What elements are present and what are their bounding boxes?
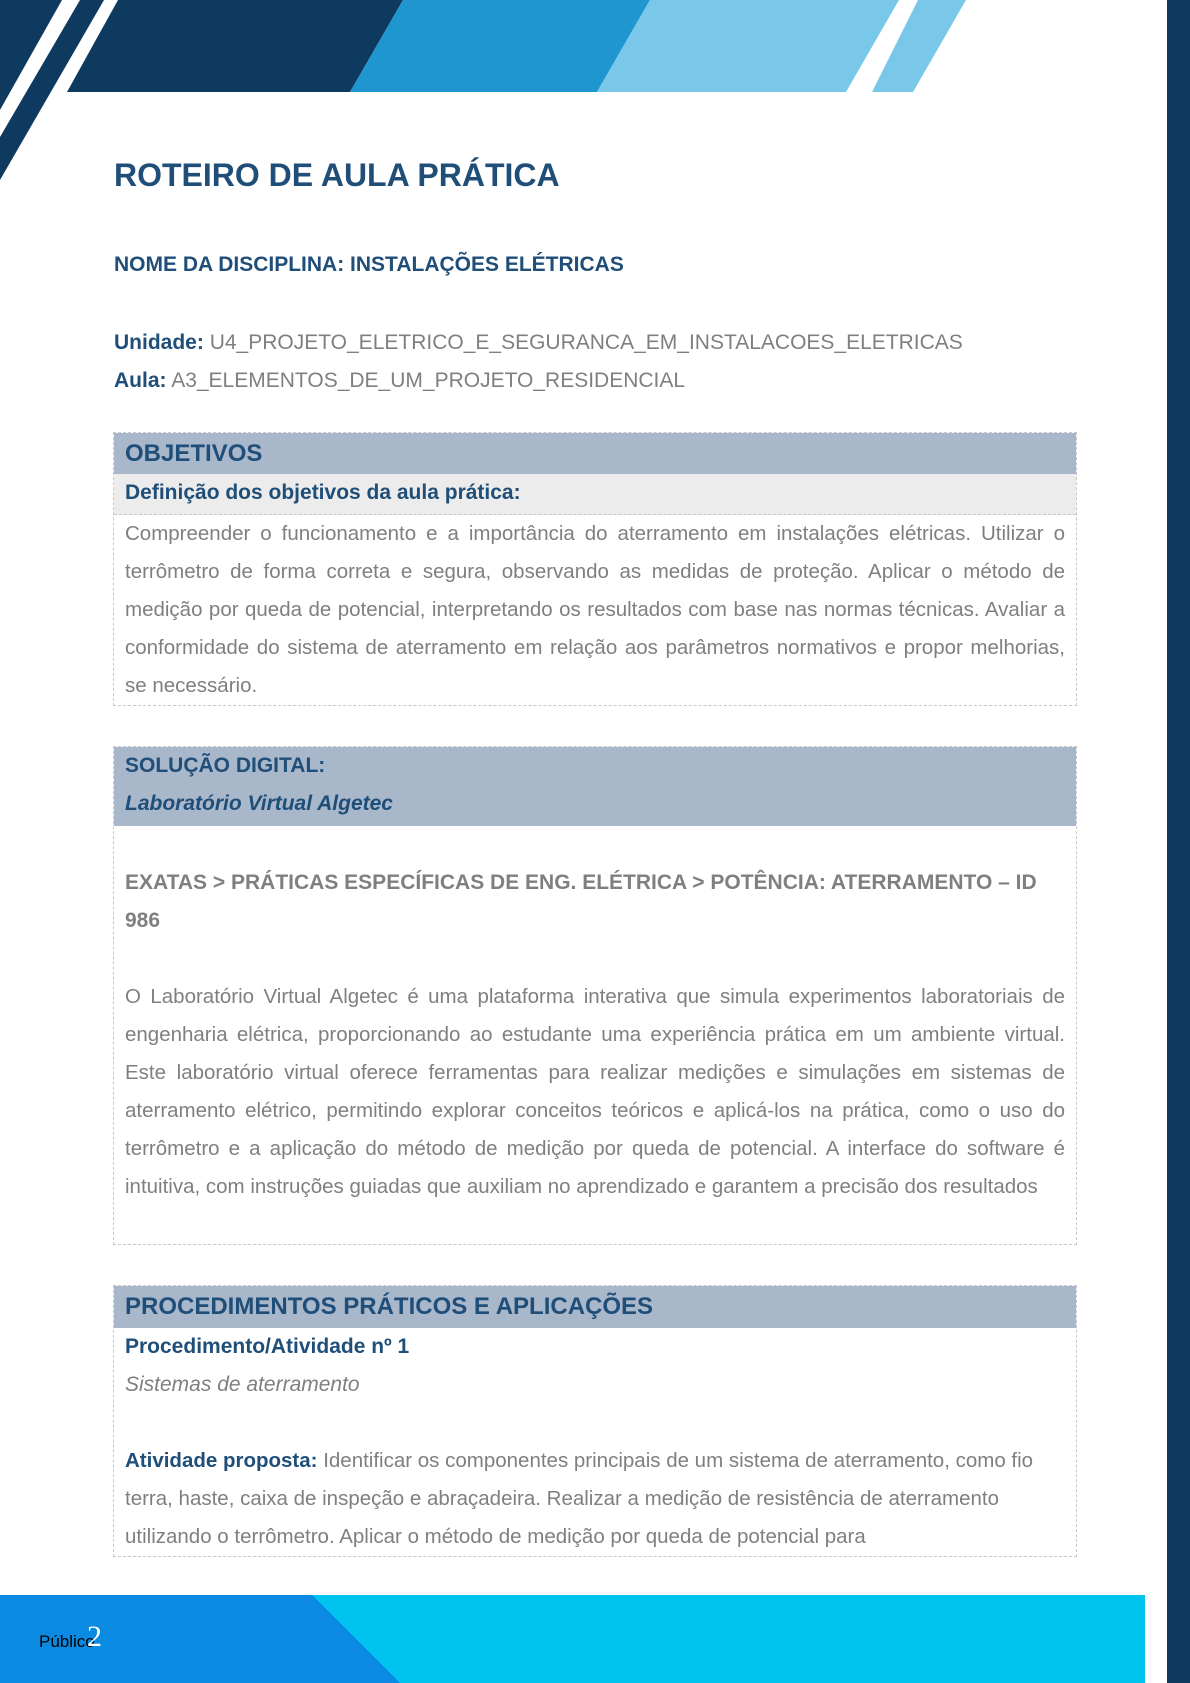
digital-solution-section: [113, 746, 1077, 1245]
objectives-subheader: Definição dos objetivos da aula prática:: [114, 474, 1076, 515]
digital-solution-header: SOLUÇÃO DIGITAL:: [125, 754, 326, 777]
proposal-text: Identificar os componentes principais de um sistema de aterramento, como fio terra, haste, caixa de inspeção e abraçadeira. Realizar a medição de resistência de aterramento utilizando o terrômetro. Aplicar o método de medição por queda de potencial para: [125, 1449, 1034, 1548]
unit-label: Unidade:: [114, 331, 204, 354]
header-navy-band: [67, 0, 403, 92]
discipline-name: NOME DA DISCIPLINA: INSTALAÇÕES ELÉTRICAS: [114, 253, 624, 276]
page-title: ROTEIRO DE AULA PRÁTICA: [114, 157, 560, 193]
objectives-section: [113, 432, 1077, 706]
proposal-label: Atividade proposta:: [125, 1449, 318, 1472]
footer-band: [0, 1595, 1145, 1683]
lesson-line: [114, 369, 685, 393]
lesson-label: Aula:: [114, 369, 167, 392]
lab-path: EXATAS > PRÁTICAS ESPECÍFICAS DE ENG. ELÉTRICA > POTÊNCIA: ATERRAMENTO – ID 986: [125, 871, 1037, 932]
lab-description: O Laboratório Virtual Algetec é uma plataforma interativa que simula experimentos laboratoriais de engenharia elétrica, proporcionando ao estudante uma experiência prática em um ambiente virtual. Este laboratório virtual oferece ferramentas para realizar medições e simulações em sistemas de aterramento elétrico, permitindo explorar conceitos teóricos e aplicá-los na prática, como o uso do terrômetro e a aplicação do método de medição por queda de potencial. A interface do software é intuitiva, com instruções guiadas que auxiliam no aprendizado e garantem a precisão dos resultados: [125, 985, 1065, 1198]
page-number: 2: [87, 1620, 102, 1653]
activity-title: Procedimento/Atividade nº 1: [125, 1335, 410, 1358]
activity-subtitle: Sistemas de aterramento: [125, 1373, 360, 1396]
unit-line: [114, 331, 963, 355]
activity-proposal: [114, 1442, 1076, 1556]
procedures-section: [113, 1285, 1077, 1557]
objectives-text: Compreender o funcionamento e a importância do aterramento em instalações elétricas. Utilizar o terrômetro de forma correta e segura, observando as medidas de proteção. Aplicar o método de medição por queda de potencial, interpretando os resultados com base nas normas técnicas. Avaliar a conformidade do sistema de aterramento em relação aos parâmetros normativos e propor melhorias, se necessário.: [125, 522, 1065, 697]
digital-solution-subheader: Laboratório Virtual Algetec: [125, 792, 393, 815]
unit-value: U4_PROJETO_ELETRICO_E_SEGURANCA_EM_INSTALACOES_ELETRICAS: [209, 331, 963, 354]
procedures-header: PROCEDIMENTOS PRÁTICOS E APLICAÇÕES: [114, 1286, 1076, 1328]
header-light-blue-band: [597, 0, 899, 92]
objectives-header: OBJETIVOS: [114, 433, 1076, 474]
footer-label: Público: [39, 1632, 95, 1651]
right-edge-bar: [1167, 0, 1190, 1683]
lesson-value: A3_ELEMENTOS_DE_UM_PROJETO_RESIDENCIAL: [171, 369, 686, 392]
digital-solution-header-block: [114, 747, 1076, 826]
